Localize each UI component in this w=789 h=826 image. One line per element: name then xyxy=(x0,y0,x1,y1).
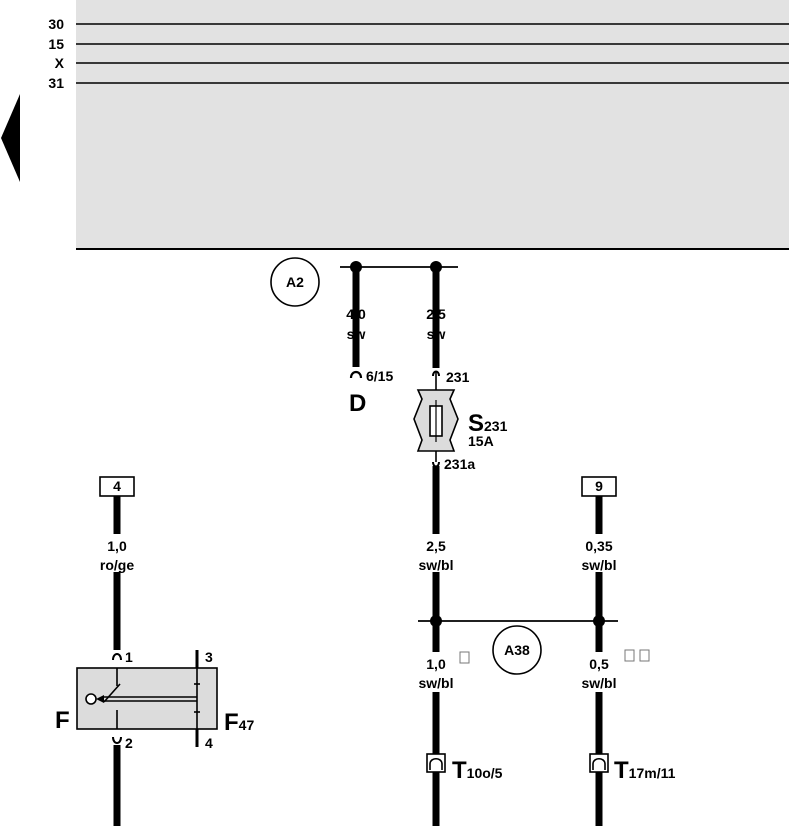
junction-dot-1 xyxy=(350,261,362,273)
switch-pin-2-icon xyxy=(113,737,121,743)
switch-pin-2: 2 xyxy=(125,735,133,751)
fuse-code-sub: 231 xyxy=(484,418,508,434)
terminal-t17m-11-sub: 17m/11 xyxy=(628,765,676,781)
terminal-t10o-5-label xyxy=(452,757,503,784)
rail-31-label: 31 xyxy=(48,75,64,91)
switch-code-sub: 47 xyxy=(238,717,255,733)
fuse-pin-out-icon xyxy=(433,462,439,467)
note-box-icon-3 xyxy=(640,650,649,661)
connector-d-label: D xyxy=(349,390,367,417)
wire-2-color: sw xyxy=(426,326,446,342)
switch-code-letter: F xyxy=(224,709,239,736)
wire-4-size: 0,35 xyxy=(585,538,613,554)
switch-pin-1: 1 xyxy=(125,649,133,665)
fuse-pin-in: 231 xyxy=(446,369,470,385)
connector-d-pin-icon xyxy=(351,372,361,378)
connection-point-a2-label: A2 xyxy=(286,274,304,290)
wire-3-size: 2,5 xyxy=(426,538,446,554)
fuse-rating: 15A xyxy=(468,433,494,449)
terminal-t17m-11-code: T xyxy=(614,757,629,784)
wire-2-size: 2,5 xyxy=(426,306,446,322)
rail-x-label: X xyxy=(54,55,64,71)
switch-pin-4: 4 xyxy=(205,735,213,751)
switch-left-label: F xyxy=(55,707,70,734)
harness-ref-4: 4 xyxy=(113,478,121,494)
switch-pin-1-icon xyxy=(113,654,121,660)
wire-5-color: sw/bl xyxy=(418,675,454,691)
note-box-icon-2 xyxy=(625,650,634,661)
wire-5-size: 1,0 xyxy=(426,656,446,672)
switch-pin-3: 3 xyxy=(205,649,213,665)
wire-4-color: sw/bl xyxy=(581,557,617,573)
wire-3-color: sw/bl xyxy=(418,557,454,573)
fuse-pin-out: 231a xyxy=(444,456,476,472)
wire-6-color: sw/bl xyxy=(581,675,617,691)
wire-7-size: 1,0 xyxy=(107,538,127,554)
harness-ref-9: 9 xyxy=(595,478,603,494)
terminal-t10o-5-sub: 10o/5 xyxy=(466,765,503,781)
connection-point-a38-label: A38 xyxy=(504,642,530,658)
junction-dot-2 xyxy=(430,261,442,273)
terminal-t17m-11-label xyxy=(614,757,676,784)
supply-panel xyxy=(76,0,789,249)
wire-7-color: ro/ge xyxy=(99,557,135,573)
rail-15-label: 15 xyxy=(48,36,64,52)
note-box-icon-1 xyxy=(460,652,469,663)
previous-page-arrow-icon[interactable] xyxy=(1,94,20,182)
connector-d-pin: 6/15 xyxy=(366,368,394,384)
wire-1-color: sw xyxy=(346,326,366,342)
wire-1-size: 4,0 xyxy=(346,306,366,322)
switch-actuator-icon xyxy=(86,694,96,704)
fuse-code-letter: S xyxy=(468,410,485,437)
rail-30-label: 30 xyxy=(48,16,64,32)
switch-code xyxy=(224,709,254,736)
junction-dot-4 xyxy=(593,615,605,627)
terminal-t10o-5-code: T xyxy=(452,757,467,784)
wire-6-size: 0,5 xyxy=(589,656,609,672)
junction-dot-3 xyxy=(430,615,442,627)
